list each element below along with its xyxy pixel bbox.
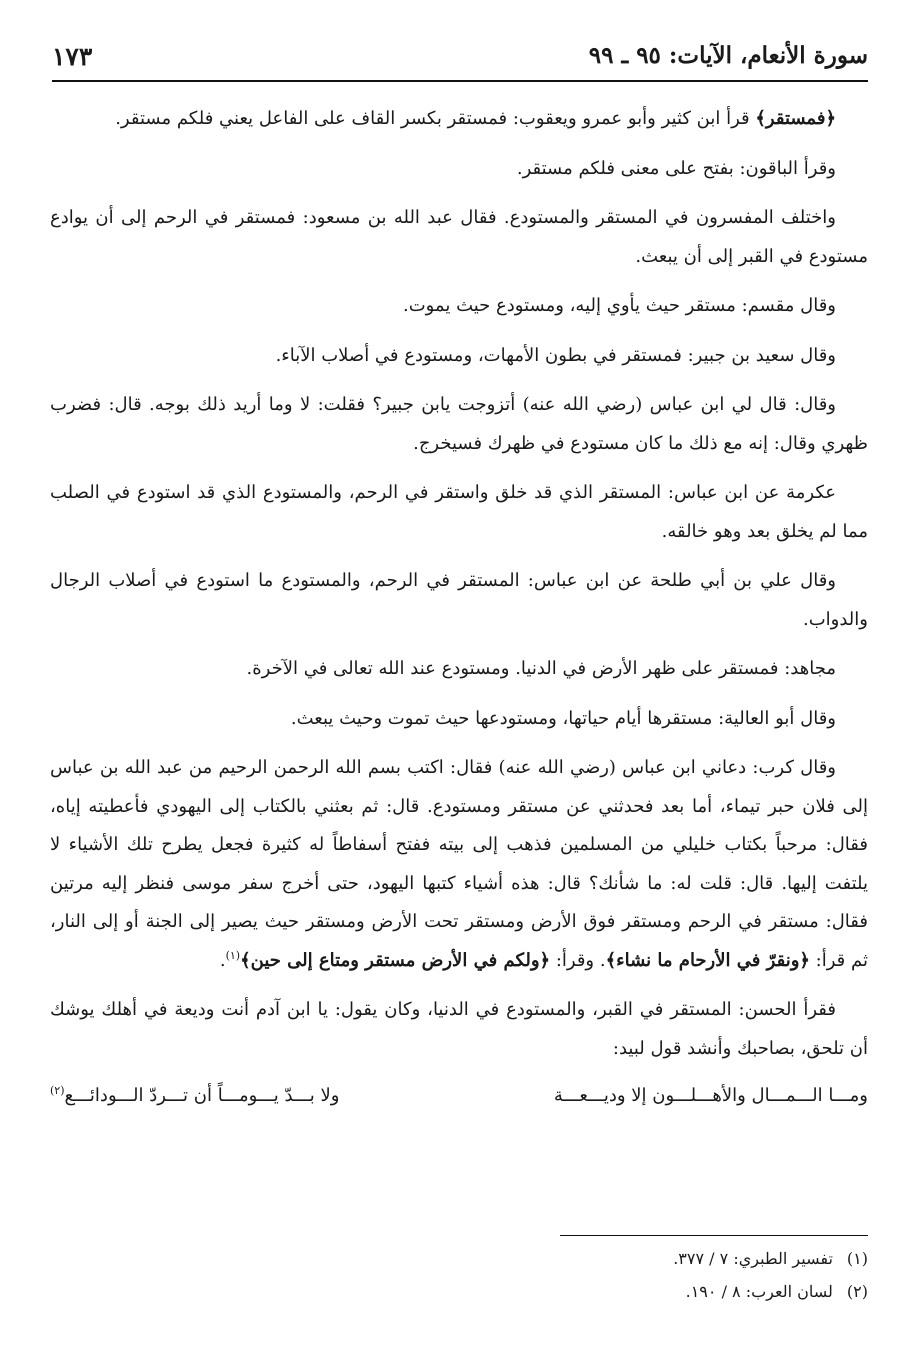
paragraph-text: . <box>219 949 226 971</box>
paragraph-text: قرأ ابن كثير وأبو عمرو ويعقوب: فمستقر بكسر القاف على الفاعل يعني فلكم مستقر. <box>115 108 756 129</box>
paragraph-text: مجاهد: فمستقر على ظهر الأرض في الدنيا. ومستودع عند الله تعالى في الآخرة. <box>246 658 836 679</box>
page-header <box>52 42 868 76</box>
paragraph-12 <box>50 991 868 1068</box>
quran-quote: ﴿ولكم في الأرض مستقر ومتاع إلى حين﴾ <box>240 949 551 971</box>
running-title: سورة الأنعام، الآيات: ٩٥ ـ ٩٩ <box>588 42 868 69</box>
paragraph-5 <box>50 337 868 376</box>
footnote-text: تفسير الطبري: ٧ / ٣٧٧. <box>673 1249 833 1268</box>
paragraph-3 <box>50 199 868 276</box>
paragraph-6 <box>50 386 868 463</box>
footnote-item <box>300 1242 868 1275</box>
paragraph-11 <box>50 749 868 980</box>
footnote-ref[interactable]: (٢) <box>50 1084 65 1097</box>
paragraph-7 <box>50 474 868 551</box>
paragraph-text: وقال مقسم: مستقر حيث يأوي إليه، ومستودع حيث يموت. <box>402 295 836 316</box>
paragraph-1 <box>50 100 868 139</box>
paragraph-text: وقال أبو العالية: مستقرها أيام حياتها، ومستودعها حيث تموت وحيث يبعث. <box>290 707 836 729</box>
paragraph-text: وقرأ الباقون: بفتح على معنى فلكم مستقر. <box>516 157 836 179</box>
paragraph-4 <box>50 287 868 326</box>
footnote-number: (٢) <box>846 1282 868 1301</box>
paragraph-8 <box>50 562 868 639</box>
paragraph-10 <box>50 700 868 739</box>
paragraph-text: فقرأ الحسن: المستقر في القبر، والمستودع في الدنيا، وكان يقول: يا ابن آدم أنت وديعة في أهلك يوشك أن تلحق، بصاحبك وأنشد قول لبيد: <box>50 999 868 1059</box>
footnote-item <box>300 1275 868 1308</box>
footnote-ref[interactable]: (١) <box>225 948 241 962</box>
paragraph-text: . وقرأ: <box>550 949 606 971</box>
paragraph-text: وقال علي بن أبي طلحة عن ابن عباس: المستقر في الرحم، والمستودع ما استودع في أصلاب الرجال والدواب. <box>50 570 868 630</box>
verse-second-hemistich <box>50 1077 339 1116</box>
paragraph-text: واختلف المفسرون في المستقر والمستودع. فقال عبد الله بن مسعود: فمستقر في الرحم إلى أن يوادع مستودع في القبر إلى أن يبعث. <box>50 207 868 267</box>
paragraph-text: عكرمة عن ابن عباس: المستقر الذي قد خلق واستقر في الرحم، والمستودع الذي قد استودع في الصلب مما لم يخلق بعد وهو خالقه. <box>50 482 868 542</box>
quran-quote: ﴿ونقرّ في الأرحام ما نشاء﴾ <box>605 949 810 971</box>
page-number: ١٧٣ <box>52 42 93 71</box>
header-rule <box>52 80 868 82</box>
paragraph-text: وقال سعيد بن جبير: فمستقر في بطون الأمهات، ومستودع في أصلاب الآباء. <box>275 344 836 366</box>
paragraph-text: وقال: قال لي ابن عباس (رضي الله عنه) أتزوجت يابن جبير؟ فقلت: لا وما أريد ذلك بوجه. قال: فضرب ظهري وقال: إنه مع ذلك ما كان مستودع في ظهرك فسيخرج. <box>50 394 868 454</box>
verse-first-hemistich: ومـــا الـــمـــال والأهـــلـــون إلا وديـــعـــة <box>553 1085 868 1106</box>
verse-text: ولا بـــدّ يـــومـــاً أن تـــردّ الـــودائـــع <box>64 1085 340 1106</box>
paragraph-2 <box>50 150 868 189</box>
main-text <box>50 100 868 1117</box>
footnotes <box>300 1242 868 1308</box>
footnote-number: (١) <box>846 1249 868 1268</box>
quran-quote: ﴿فمستقر﴾ <box>755 108 836 129</box>
footnote-rule <box>560 1235 868 1236</box>
paragraph-9 <box>50 650 868 689</box>
poetry-verse <box>50 1077 868 1117</box>
footnote-text: لسان العرب: ٨ / ١٩٠. <box>685 1282 833 1301</box>
paragraph-text: وقال كرب: دعاني ابن عباس (رضي الله عنه) فقال: اكتب بسم الله الرحمن الرحيم من عبد الله بن عباس إلى فلان حبر تيماء، أما بعد فحدثني عن مستقر ومستودع. قال: ثم بعثني بالكتاب إلى اليهودي فأعطيته إياه، فقال: مرحباً بكتاب خليلي من المسلمين فذهب إلى بيته ففتح أسفاطاً له كثيرة فجعل يطرح تلك الأشياء لا يلتفت إليها. قال: قلت له: ما شأنك؟ قال: هذه أشياء كتبها اليهود، حتى أخرج سفر موسى فنظر إليه مرتين فقال: مستقر في الرحم ومستقر فوق الأرض ومستقر تحت الأرض ومستقر حيث يصير إلى الجنة أو إلى النار، ثم قرأ: <box>50 757 868 971</box>
